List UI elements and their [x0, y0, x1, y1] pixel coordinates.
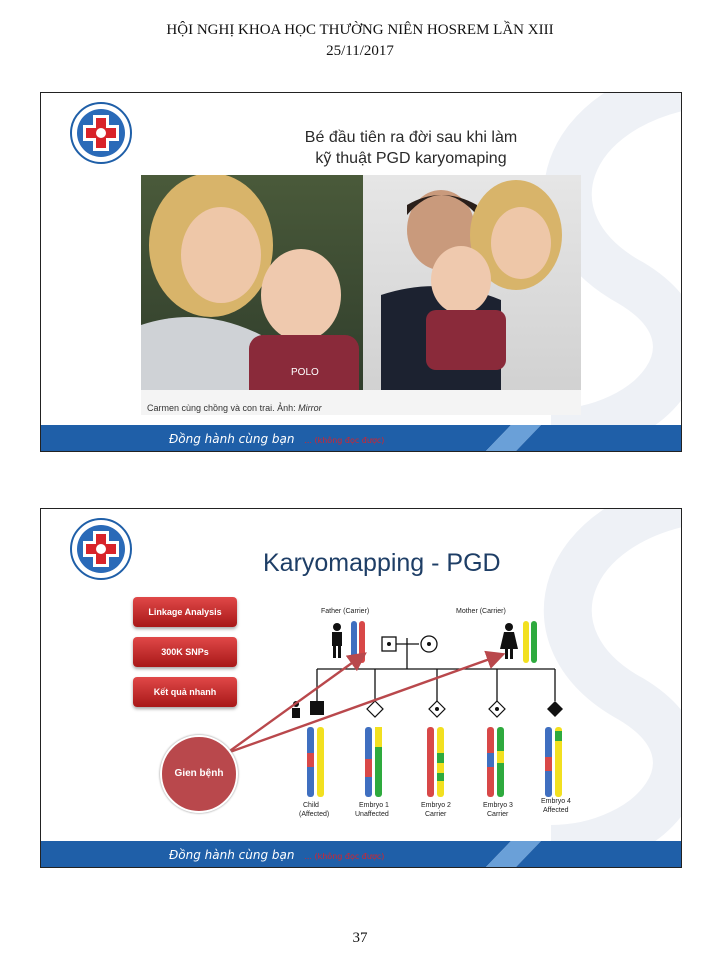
snps-label: 300K SNPs: [133, 637, 237, 667]
father-chromosomes: [351, 621, 365, 663]
footer-slogan: [169, 848, 384, 862]
slide-1-title-line2: kỹ thuật PGD karyomaping: [315, 150, 507, 167]
embryo-4-status: Affected: [543, 807, 569, 814]
mother-label: Mother (Carrier): [456, 608, 506, 615]
embryo-3-name: Embryo 3: [483, 802, 513, 809]
child-affected-symbol: [292, 701, 324, 718]
caption-source: Mirror: [298, 403, 322, 413]
slide-1-title: [261, 127, 561, 169]
footer-slogan-text: Đồng hành cùng bạn: [169, 848, 295, 862]
embryo-2-name: Embryo 2: [421, 802, 451, 809]
embryo-1-symbol: [367, 701, 383, 717]
page-number: 37: [352, 930, 368, 946]
hosrem-logo: [69, 517, 133, 581]
slide-1-title-line1: Bé đầu tiên ra đời sau khi làm: [304, 129, 518, 146]
conference-date: 25/11/2017: [326, 43, 394, 59]
embryo-1-chromosomes: [365, 727, 382, 797]
mother-chromosomes: [523, 621, 537, 663]
embryo-3-status: Carrier: [487, 811, 509, 818]
conference-title: HỘI NGHỊ KHOA HỌC THƯỜNG NIÊN HOSREM LẦN XIII: [166, 22, 554, 38]
photo-caption: [147, 403, 322, 413]
mother-icon: [500, 623, 518, 659]
father-label: Father (Carrier): [321, 608, 370, 615]
embryo-1-status: Unaffected: [355, 811, 389, 818]
linkage-analysis-label: Linkage Analysis: [133, 597, 237, 627]
footer-slogan-text: Đồng hành cùng bạn: [169, 432, 295, 446]
embryo-4-name: Embryo 4: [541, 798, 571, 805]
page-header: [0, 20, 720, 62]
slide-2-title: Karyomapping - PGD: [263, 549, 501, 577]
embryo-1-name: Embryo 1: [359, 802, 389, 809]
fast-results-label: Kết quả nhanh: [133, 677, 237, 707]
family-photo: [141, 175, 581, 415]
karyomapping-pedigree: [261, 603, 581, 829]
child-status: (Affected): [299, 811, 330, 818]
child-name: Child: [303, 802, 319, 809]
embryo-4-symbol: [547, 701, 563, 717]
father-icon: [332, 623, 342, 658]
footer-subtext: ... (không đọc được): [304, 436, 385, 445]
svg-text:POLO: POLO: [291, 367, 319, 378]
footer-subtext: ... (không đọc được): [304, 852, 385, 861]
hosrem-logo: [69, 101, 133, 165]
slide-1: [40, 92, 682, 452]
child-chromosomes: [307, 727, 324, 797]
footer-slogan: [169, 432, 384, 446]
embryo-3-chromosomes: [487, 727, 504, 797]
embryo-4-chromosomes: [545, 727, 562, 797]
disease-gene-circle: Gien bệnh: [160, 735, 238, 813]
slide-2: [40, 508, 682, 868]
caption-text: Carmen cùng chồng và con trai. Ảnh:: [147, 403, 296, 413]
embryo-2-chromosomes: [427, 727, 444, 797]
embryo-2-status: Carrier: [425, 811, 447, 818]
